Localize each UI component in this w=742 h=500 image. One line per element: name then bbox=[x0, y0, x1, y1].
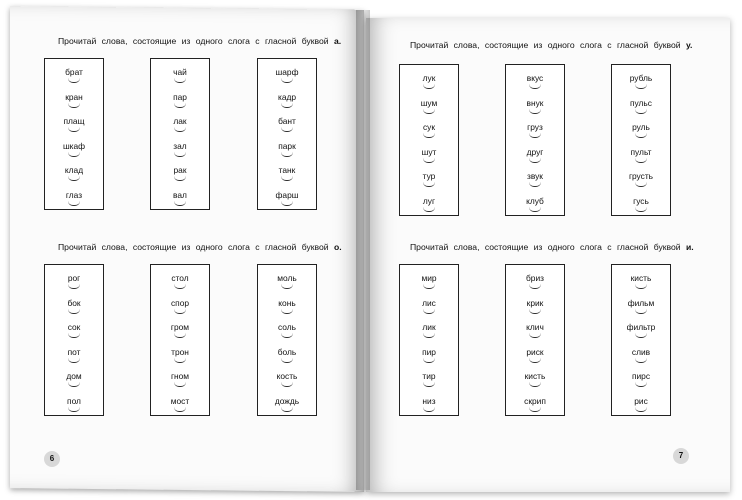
syllable-arc-icon bbox=[529, 109, 541, 114]
word-item: фарш bbox=[275, 189, 299, 200]
word-column-box bbox=[44, 58, 104, 210]
word-item: гном bbox=[170, 371, 190, 381]
syllable-arc-icon bbox=[529, 284, 541, 289]
syllable-arc-icon bbox=[68, 309, 80, 314]
word-item: пульс bbox=[630, 97, 652, 108]
syllable-arc-icon bbox=[281, 127, 293, 132]
word-item: шут bbox=[421, 146, 437, 157]
word-item: пир bbox=[422, 346, 436, 357]
word-item: тур bbox=[422, 171, 436, 181]
word-column-box bbox=[611, 264, 671, 416]
syllable-arc-icon bbox=[529, 382, 541, 387]
word-item: пол bbox=[67, 395, 81, 406]
vowel-letter-u: у. bbox=[685, 40, 693, 50]
word-item: плащ bbox=[63, 116, 85, 126]
word-item: кран bbox=[65, 91, 83, 102]
word-item: чай bbox=[173, 67, 187, 77]
syllable-arc-icon bbox=[68, 382, 80, 387]
syllable-arc-icon bbox=[423, 207, 435, 212]
word-item: глаз bbox=[65, 189, 83, 200]
word-column-box bbox=[505, 264, 565, 416]
section-heading-u: Прочитай слова, состоящие из одного слога с гласной буквой у. bbox=[410, 40, 693, 50]
word-item: крик bbox=[526, 297, 544, 308]
syllable-arc-icon bbox=[174, 176, 186, 181]
word-item: рог bbox=[67, 273, 81, 283]
word-column-box bbox=[150, 58, 210, 210]
word-item: рис bbox=[634, 395, 648, 406]
word-item: слив bbox=[631, 346, 651, 357]
syllable-arc-icon bbox=[68, 333, 80, 338]
word-item: боль bbox=[277, 346, 297, 357]
syllable-arc-icon bbox=[529, 358, 541, 363]
syllable-arc-icon bbox=[174, 152, 186, 157]
word-item: руль bbox=[632, 122, 650, 132]
syllable-arc-icon bbox=[423, 284, 435, 289]
page-number-right: 7 bbox=[673, 448, 689, 464]
word-item: клич bbox=[526, 322, 544, 332]
word-item: бант bbox=[278, 116, 296, 126]
word-item: лак bbox=[173, 116, 187, 126]
word-item: сук bbox=[422, 122, 436, 132]
syllable-arc-icon bbox=[423, 333, 435, 338]
word-item: зал bbox=[173, 140, 187, 151]
word-item: пар bbox=[173, 91, 187, 102]
word-item: гусь bbox=[633, 195, 649, 206]
word-item: фильтр bbox=[626, 322, 656, 332]
word-item: танк bbox=[278, 165, 296, 175]
syllable-arc-icon bbox=[635, 207, 647, 212]
page-number-left: 6 bbox=[44, 451, 60, 467]
word-item: скрип bbox=[524, 395, 546, 406]
word-item: друг bbox=[526, 146, 544, 157]
section-heading-a: Прочитай слова, состоящие из одного слога с гласной буквой а. bbox=[58, 36, 342, 46]
word-column-box bbox=[257, 58, 317, 210]
syllable-arc-icon bbox=[635, 284, 647, 289]
word-item: тир bbox=[422, 371, 436, 381]
syllable-arc-icon bbox=[68, 103, 80, 108]
syllable-arc-icon bbox=[281, 382, 293, 387]
word-item: брат bbox=[65, 67, 83, 77]
syllable-arc-icon bbox=[529, 84, 541, 89]
syllable-arc-icon bbox=[281, 407, 293, 412]
word-item: конь bbox=[278, 297, 296, 308]
word-item: спор bbox=[170, 297, 190, 308]
word-item: риск bbox=[526, 346, 544, 357]
syllable-arc-icon bbox=[423, 309, 435, 314]
syllable-arc-icon bbox=[529, 182, 541, 187]
word-item: дождь bbox=[274, 395, 300, 406]
syllable-arc-icon bbox=[423, 382, 435, 387]
section-heading-o: Прочитай слова, состоящие из одного слога с гласной буквой о. bbox=[58, 242, 342, 252]
syllable-arc-icon bbox=[174, 358, 186, 363]
word-column-box bbox=[399, 64, 459, 216]
word-item: кисть bbox=[630, 273, 652, 283]
syllable-arc-icon bbox=[423, 407, 435, 412]
syllable-arc-icon bbox=[174, 103, 186, 108]
syllable-arc-icon bbox=[281, 176, 293, 181]
syllable-arc-icon bbox=[281, 309, 293, 314]
syllable-arc-icon bbox=[281, 152, 293, 157]
word-item: шарф bbox=[275, 67, 299, 77]
word-item: бок bbox=[67, 297, 81, 308]
syllable-arc-icon bbox=[635, 333, 647, 338]
syllable-arc-icon bbox=[635, 158, 647, 163]
word-item: лук bbox=[422, 73, 436, 83]
syllable-arc-icon bbox=[68, 176, 80, 181]
word-item: лик bbox=[422, 322, 436, 332]
syllable-arc-icon bbox=[635, 84, 647, 89]
syllable-arc-icon bbox=[529, 333, 541, 338]
word-item: груз bbox=[527, 122, 543, 132]
word-item: пот bbox=[67, 346, 81, 357]
syllable-arc-icon bbox=[529, 207, 541, 212]
syllable-arc-icon bbox=[68, 78, 80, 83]
syllable-arc-icon bbox=[635, 309, 647, 314]
word-item: внук bbox=[526, 97, 544, 108]
syllable-arc-icon bbox=[68, 284, 80, 289]
syllable-arc-icon bbox=[68, 407, 80, 412]
word-item: фильм bbox=[627, 297, 655, 308]
syllable-arc-icon bbox=[423, 158, 435, 163]
word-item: стол bbox=[171, 273, 189, 283]
vowel-letter-i: и. bbox=[685, 242, 694, 252]
syllable-arc-icon bbox=[423, 109, 435, 114]
word-item: пирс bbox=[631, 371, 651, 381]
word-item: рубль bbox=[629, 73, 653, 83]
section-heading-i: Прочитай слова, состоящие из одного слога с гласной буквой и. bbox=[410, 242, 694, 252]
syllable-arc-icon bbox=[635, 407, 647, 412]
word-column-box bbox=[44, 264, 104, 416]
word-item: шум bbox=[420, 97, 438, 108]
word-item: клад bbox=[64, 165, 84, 175]
book-spine bbox=[356, 10, 370, 490]
syllable-arc-icon bbox=[68, 358, 80, 363]
word-item: низ bbox=[422, 395, 436, 406]
syllable-arc-icon bbox=[174, 78, 186, 83]
word-item: грусть bbox=[628, 171, 654, 181]
word-item: рак bbox=[173, 165, 187, 175]
syllable-arc-icon bbox=[529, 309, 541, 314]
syllable-arc-icon bbox=[174, 127, 186, 132]
syllable-arc-icon bbox=[281, 358, 293, 363]
word-item: парк bbox=[278, 140, 296, 151]
vowel-letter-o: о. bbox=[333, 242, 342, 252]
word-item: вкус bbox=[526, 73, 544, 83]
word-item: кисть bbox=[524, 371, 546, 381]
word-item: трон bbox=[171, 346, 189, 357]
syllable-arc-icon bbox=[281, 333, 293, 338]
vowel-letter-a: а. bbox=[333, 36, 342, 46]
word-item: пульт bbox=[630, 146, 652, 157]
syllable-arc-icon bbox=[174, 407, 186, 412]
syllable-arc-icon bbox=[174, 309, 186, 314]
word-item: звук bbox=[527, 171, 543, 181]
word-column-box bbox=[611, 64, 671, 216]
word-item: гром bbox=[170, 322, 190, 332]
syllable-arc-icon bbox=[174, 333, 186, 338]
word-item: шкаф bbox=[62, 140, 86, 151]
word-column-box bbox=[505, 64, 565, 216]
syllable-arc-icon bbox=[281, 78, 293, 83]
word-column-box bbox=[399, 264, 459, 416]
syllable-arc-icon bbox=[68, 201, 80, 206]
syllable-arc-icon bbox=[281, 103, 293, 108]
syllable-arc-icon bbox=[174, 284, 186, 289]
syllable-arc-icon bbox=[423, 358, 435, 363]
syllable-arc-icon bbox=[635, 182, 647, 187]
syllable-arc-icon bbox=[423, 182, 435, 187]
word-item: моль bbox=[277, 273, 297, 283]
word-item: сок bbox=[67, 322, 81, 332]
syllable-arc-icon bbox=[174, 382, 186, 387]
word-item: мир bbox=[421, 273, 437, 283]
syllable-arc-icon bbox=[281, 201, 293, 206]
word-item: луг bbox=[422, 195, 436, 206]
syllable-arc-icon bbox=[423, 84, 435, 89]
syllable-arc-icon bbox=[529, 133, 541, 138]
syllable-arc-icon bbox=[635, 382, 647, 387]
word-item: бриз bbox=[526, 273, 544, 283]
syllable-arc-icon bbox=[281, 284, 293, 289]
syllable-arc-icon bbox=[423, 133, 435, 138]
syllable-arc-icon bbox=[635, 109, 647, 114]
syllable-arc-icon bbox=[174, 201, 186, 206]
syllable-arc-icon bbox=[68, 152, 80, 157]
syllable-arc-icon bbox=[635, 133, 647, 138]
syllable-arc-icon bbox=[529, 407, 541, 412]
word-item: лис bbox=[422, 297, 436, 308]
word-item: мост bbox=[170, 395, 190, 406]
word-item: клуб bbox=[526, 195, 544, 206]
word-item: соль bbox=[277, 322, 296, 332]
syllable-arc-icon bbox=[68, 127, 80, 132]
syllable-arc-icon bbox=[635, 358, 647, 363]
word-item: дом bbox=[66, 371, 82, 381]
word-item: кость bbox=[276, 371, 298, 381]
word-item: вал bbox=[173, 189, 187, 200]
syllable-arc-icon bbox=[529, 158, 541, 163]
word-item: кадр bbox=[277, 91, 297, 102]
word-column-box bbox=[257, 264, 317, 416]
word-column-box bbox=[150, 264, 210, 416]
